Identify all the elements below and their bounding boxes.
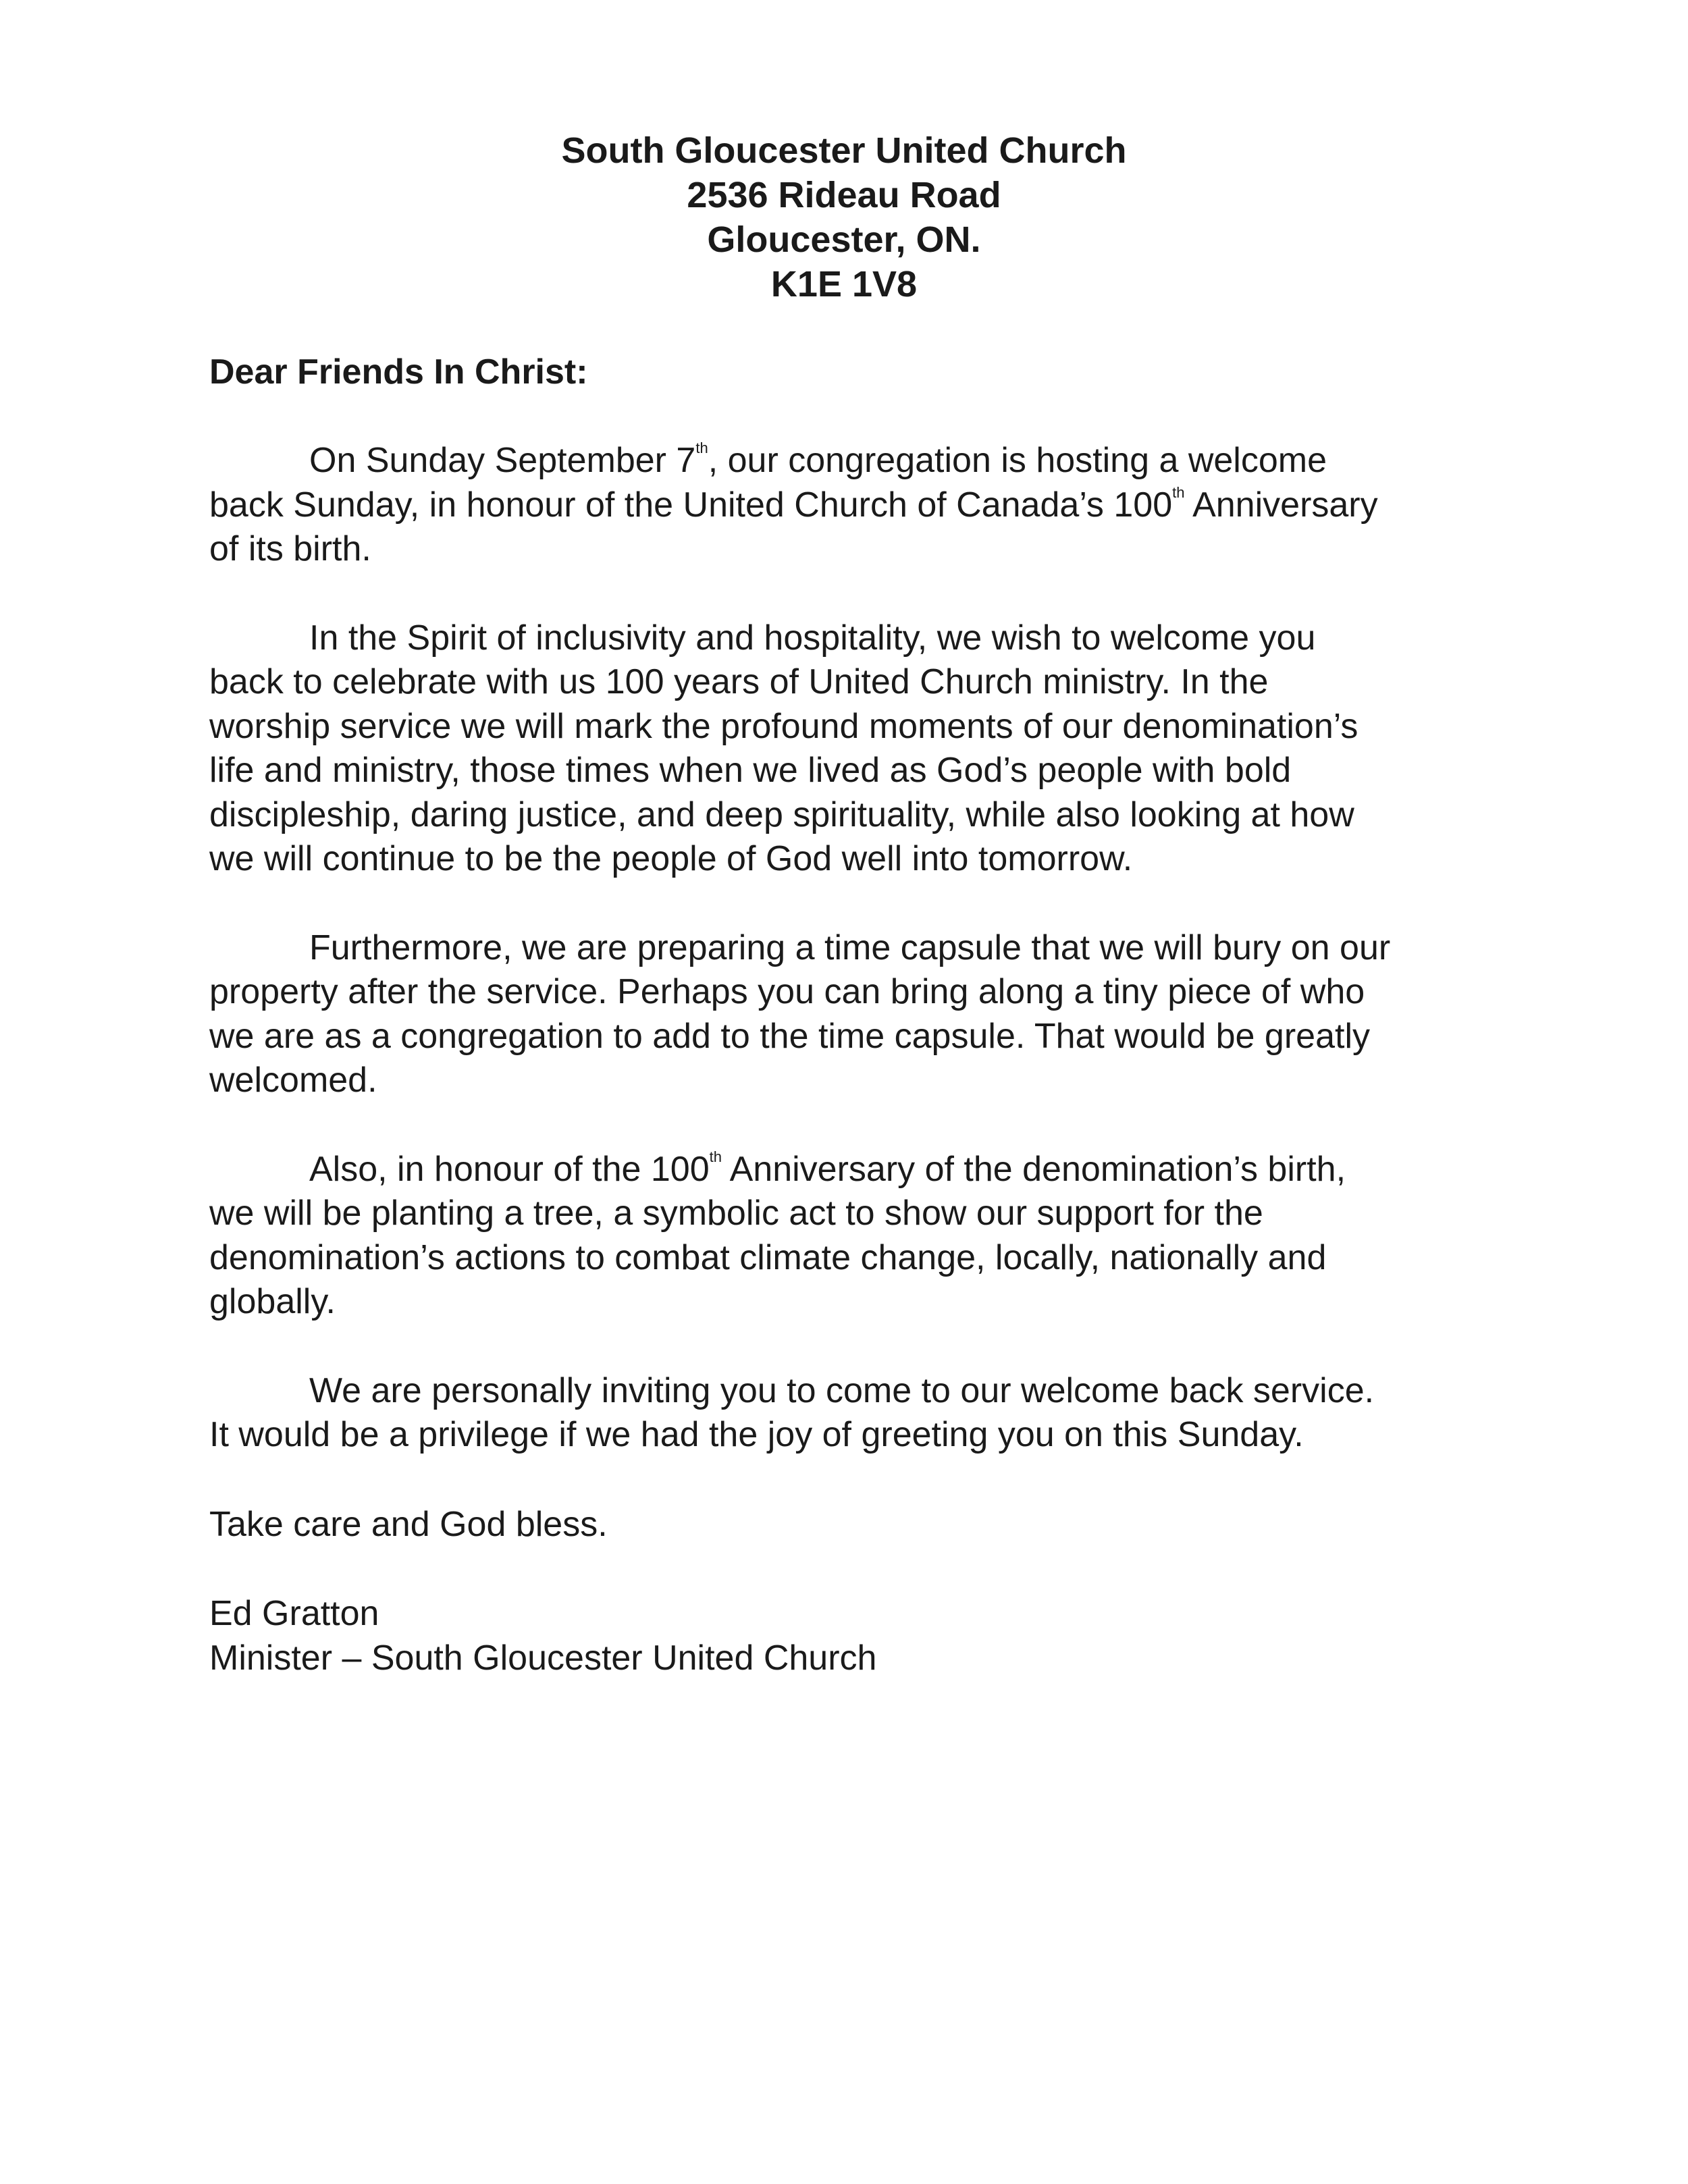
paragraph-line: welcomed. [209,1061,377,1100]
paragraph-line: Also, in honour of the 100th Anniversary of the denomination’s birth, [309,1148,1346,1189]
paragraph-line: we will continue to be the people of God well into tomorrow. [209,839,1133,878]
paragraph-line: life and ministry, those times when we lived as God’s people with bold [209,751,1292,790]
paragraph-line: we will be planting a tree, a symbolic act to show our support for the [209,1194,1263,1233]
paragraph-line: of its birth. [209,529,371,568]
paragraph-3 [209,926,1492,1103]
salutation: Dear Friends In Christ: [209,352,588,392]
postal-code: K1E 1V8 [770,264,918,304]
letter-page [209,128,1492,1680]
signer-name: Ed Gratton [209,1593,379,1633]
paragraph-line: globally. [209,1282,336,1321]
paragraph-line: we are as a congregation to add to the time capsule. That would be greatly [209,1016,1370,1056]
paragraph-line: worship service we will mark the profound moments of our denomination’s [209,706,1359,746]
paragraph-1 [209,439,1492,572]
paragraph-line: It would be a privilege if we had the joy of greeting you on this Sunday. [209,1415,1304,1454]
paragraph-line: Furthermore, we are preparing a time capsule that we will bury on our [309,928,1391,967]
paragraph-2 [209,616,1492,882]
paragraph-line: We are personally inviting you to come to our welcome back service. [309,1370,1375,1410]
paragraph-line: In the Spirit of inclusivity and hospitality, we wish to welcome you [309,618,1316,658]
closing: Take care and God bless. [209,1504,608,1544]
paragraph-line: property after the service. Perhaps you can bring along a tiny piece of who [209,972,1365,1011]
paragraph-line: discipleship, daring justice, and deep spirituality, while also looking at how [209,795,1354,834]
paragraph-line: On Sunday September 7th, our congregation is hosting a welcome [309,440,1327,480]
street-address: 2536 Rideau Road [687,175,1001,215]
signer-title: Minister – South Gloucester United Church [209,1638,877,1678]
signature-block [209,1591,1492,1680]
church-name: South Gloucester United Church [561,130,1127,171]
letter-header [0,128,1688,307]
paragraph-line: back Sunday, in honour of the United Church of Canada’s 100th Anniversary [209,483,1378,525]
paragraph-line: back to celebrate with us 100 years of United Church ministry. In the [209,662,1269,701]
paragraph-5 [209,1369,1492,1458]
paragraph-4 [209,1148,1492,1325]
paragraph-line: denomination’s actions to combat climate change, locally, nationally and [209,1237,1327,1277]
city-province: Gloucester, ON. [707,219,981,260]
